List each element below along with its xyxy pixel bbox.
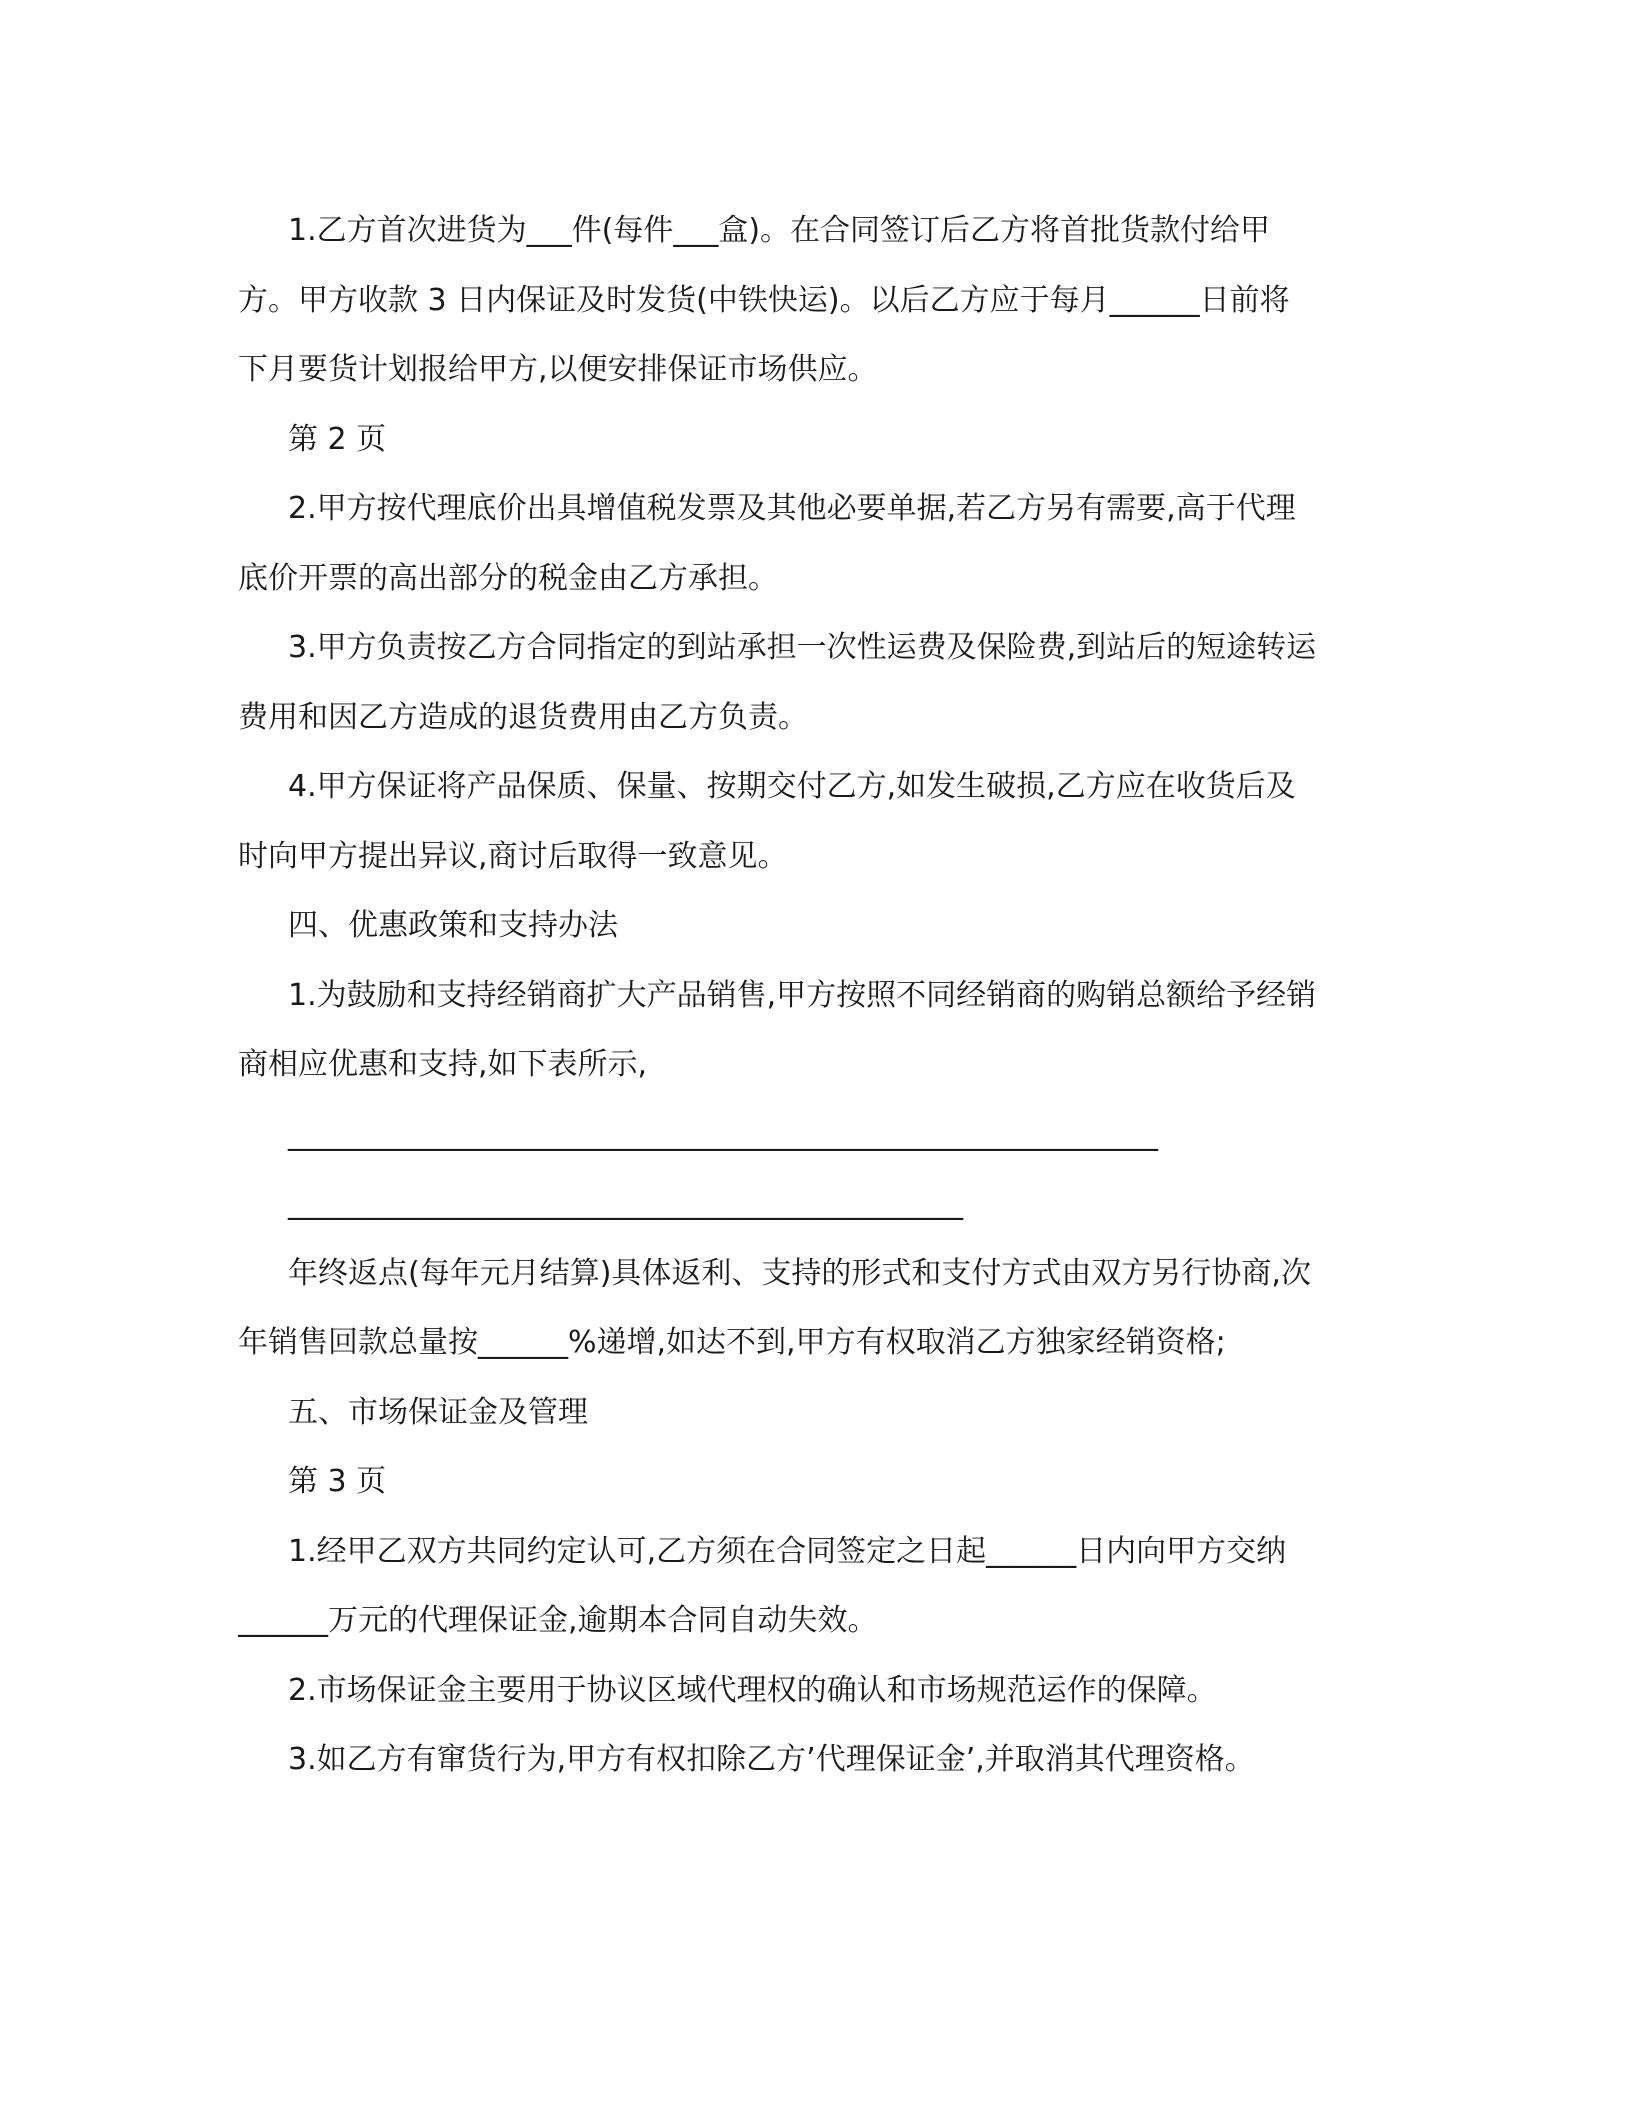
section-5-clause-1-line-1: 1.经甲乙双方共同约定认可,乙方须在合同签定之日起______日内向甲方交纳: [288, 1533, 1287, 1569]
section-5-heading: 五、市场保证金及管理: [288, 1394, 588, 1430]
rebate-line-2: 年销售回款总量按______%递增,如达不到,甲方有权取消乙方独家经销资格;: [238, 1325, 1226, 1360]
section-5-clause-3: 3.如乙方有窜货行为,甲方有权扣除乙方’代理保证金’,并取消其代理资格。: [288, 1742, 1255, 1777]
blank-line-1: __________________________________________________________: [288, 1116, 1158, 1152]
clause-4-line-1: 4.甲方保证将产品保质、保量、按期交付乙方,如发生破损,乙方应在收货后及: [288, 769, 1296, 804]
clause-2-line-1: 2.甲方按代理底价出具增值税发票及其他必要单据,若乙方另有需要,高于代理: [288, 491, 1296, 526]
section-5-clause-2: 2.市场保证金主要用于协议区域代理权的确认和市场规范运作的保障。: [288, 1672, 1217, 1708]
blank-line-2: _____________________________________________: [288, 1186, 963, 1221]
section-4-clause-1-line-1: 1.为鼓励和支持经销商扩大产品销售,甲方按照不同经销商的购销总额给予经销: [288, 977, 1317, 1013]
section-4-clause-1-line-2: 商相应优惠和支持,如下表所示,: [238, 1047, 648, 1082]
page-number-3: 第 3 页: [288, 1464, 387, 1499]
clause-1-line-3: 下月要货计划报给甲方,以便安排保证市场供应。: [238, 352, 878, 387]
clause-2-line-2: 底价开票的高出部分的税金由乙方承担。: [238, 560, 778, 596]
rebate-line-1: 年终返点(每年元月结算)具体返利、支持的形式和支付方式由双方另行协商,次: [288, 1255, 1311, 1291]
clause-3-line-1: 3.甲方负责按乙方合同指定的到站承担一次性运费及保险费,到站后的短途转运: [288, 630, 1317, 665]
section-4-heading: 四、优惠政策和支持办法: [288, 908, 618, 943]
document-body: [238, 196, 1378, 1795]
clause-1-line-2: 方。甲方收款 3 日内保证及时发货(中铁快运)。以后乙方应于每月______日前将: [238, 282, 1290, 318]
clause-1-line-1: 1.乙方首次进货为___件(每件___盒)。在合同签订后乙方将首批货款付给甲: [288, 213, 1271, 248]
section-5-clause-1-line-2: ______万元的代理保证金,逾期本合同自动失效。: [238, 1603, 878, 1638]
clause-4-line-2: 时向甲方提出异议,商讨后取得一致意见。: [238, 838, 788, 874]
clause-3-line-2: 费用和因乙方造成的退货费用由乙方负责。: [238, 699, 808, 735]
page-number-2: 第 2 页: [288, 421, 387, 457]
